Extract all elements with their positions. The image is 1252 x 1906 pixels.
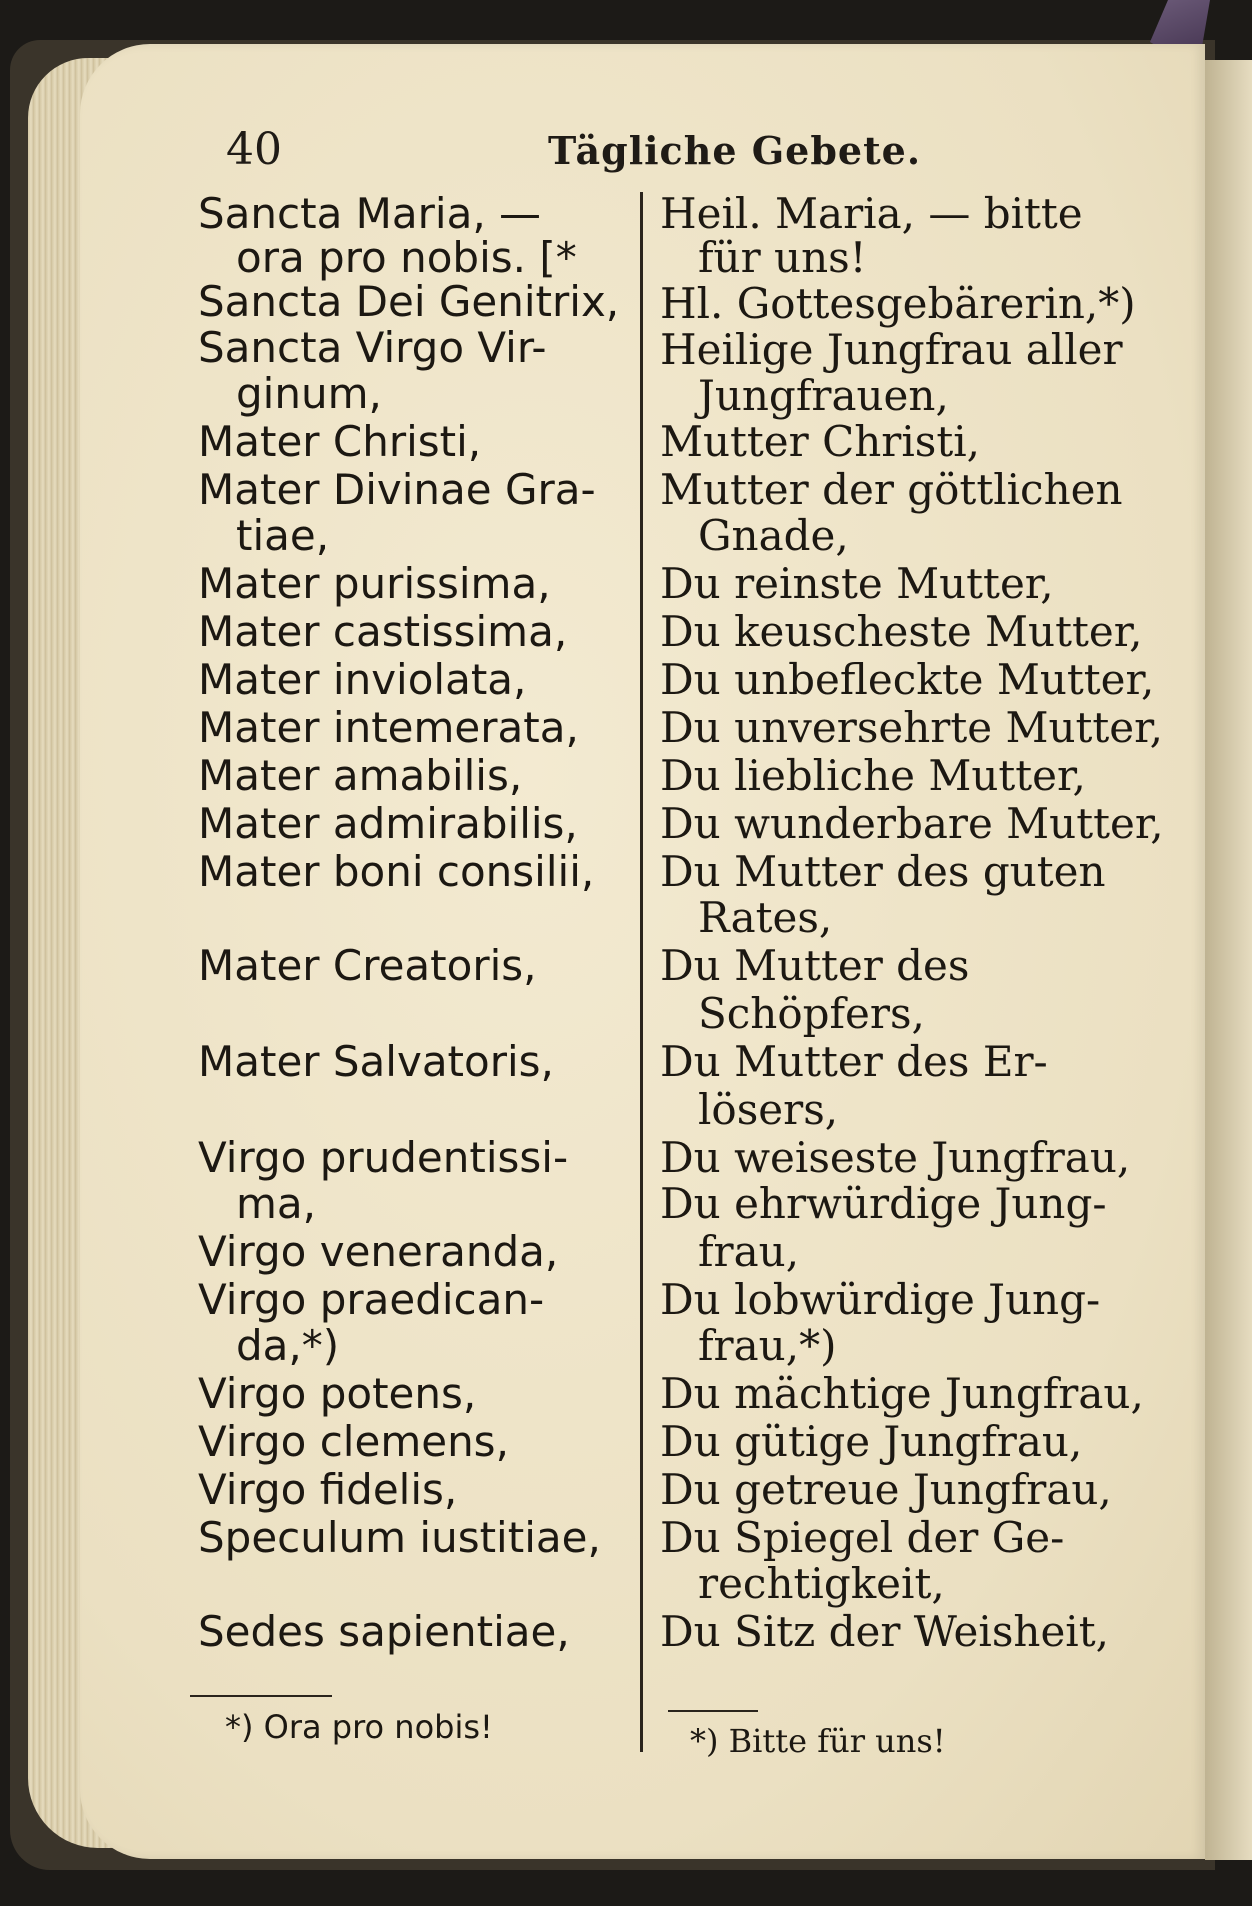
german-line: Du liebliche Mutter, (660, 751, 1086, 800)
german-line: Du Sitz der Weisheit, (660, 1607, 1109, 1656)
german-line: Heil. Maria, — bitte (660, 189, 1083, 238)
german-line: Du Spiegel der Ge- (660, 1513, 1065, 1562)
german-line: frau, (698, 1227, 800, 1276)
german-line: Hl. Gottesgebärerin,*) (660, 279, 1136, 328)
german-line: Du unbefleckte Mutter, (660, 655, 1155, 704)
latin-line: ora pro nobis. [* (236, 233, 577, 282)
latin-line: Mater Christi, (198, 417, 482, 466)
german-line: Jungfrauen, (698, 371, 949, 420)
page-number: 40 (226, 124, 282, 175)
latin-line: Mater amabilis, (198, 751, 523, 800)
latin-line: Mater boni consilii, (198, 847, 595, 896)
german-line: Du lobwürdige Jung- (660, 1275, 1101, 1324)
latin-line: Virgo veneranda, (198, 1227, 559, 1276)
latin-line: Virgo fidelis, (198, 1465, 458, 1514)
latin-line: Sancta Dei Genitrix, (198, 277, 620, 326)
footnote-latin: *) Ora pro nobis! (225, 1708, 493, 1746)
latin-line: Mater Divinae Gra- (198, 465, 596, 514)
german-line: Schöpfers, (698, 989, 925, 1038)
german-line: rechtigkeit, (698, 1559, 945, 1608)
german-line: Du weiseste Jungfrau, (660, 1133, 1131, 1182)
footnote-rule-right (668, 1710, 758, 1712)
latin-line: Virgo prudentissi- (198, 1133, 569, 1182)
latin-line: Sancta Maria, — (198, 189, 542, 238)
german-line: Du gütige Jungfrau, (660, 1417, 1083, 1466)
german-line: lösers, (698, 1085, 839, 1134)
footnote-rule-left (190, 1695, 332, 1697)
latin-line: Virgo potens, (198, 1369, 477, 1418)
german-line: frau,*) (698, 1321, 837, 1370)
german-line: Mutter Christi, (660, 417, 981, 466)
latin-line: Mater intemerata, (198, 703, 579, 752)
latin-line: Mater inviolata, (198, 655, 527, 704)
german-line: Du Mutter des (660, 941, 970, 990)
german-line: Du unversehrte Mutter, (660, 703, 1163, 752)
latin-line: Virgo praedican- (198, 1275, 545, 1324)
german-line: Heilige Jungfrau aller (660, 325, 1123, 374)
latin-line: Mater purissima, (198, 559, 551, 608)
latin-line: tiae, (236, 511, 330, 560)
latin-line: Mater Creatoris, (198, 941, 537, 990)
latin-line: da,*) (236, 1321, 340, 1370)
footnote-german: *) Bitte für uns! (690, 1722, 946, 1760)
german-line: Du Mutter des Er- (660, 1037, 1048, 1086)
latin-line: ginum, (236, 369, 382, 418)
latin-line: Mater Salvatoris, (198, 1037, 554, 1086)
latin-line: Sancta Virgo Vir- (198, 323, 547, 372)
latin-line: Mater castissima, (198, 607, 568, 656)
german-line: Du getreue Jungfrau, (660, 1465, 1112, 1514)
page-header (0, 120, 1252, 180)
running-title: Tägliche Gebete. (548, 128, 922, 173)
latin-line: Virgo clemens, (198, 1417, 509, 1466)
column-divider (640, 192, 643, 1752)
german-line: Mutter der göttlichen (660, 465, 1123, 514)
facing-page-edge (1205, 60, 1252, 1860)
german-line: Du reinste Mutter, (660, 559, 1054, 608)
latin-line: Sedes sapientiae, (198, 1607, 570, 1656)
german-line: Du ehrwürdige Jung- (660, 1179, 1107, 1228)
german-line: Du wunderbare Mutter, (660, 799, 1164, 848)
german-line: Rates, (698, 893, 833, 942)
latin-line: Mater admirabilis, (198, 799, 578, 848)
german-line: Du keuscheste Mutter, (660, 607, 1143, 656)
latin-line: ma, (236, 1179, 317, 1228)
german-line: Du mächtige Jungfrau, (660, 1369, 1144, 1418)
latin-line: Speculum iustitiae, (198, 1513, 601, 1562)
german-line: Gnade, (698, 511, 849, 560)
german-line: für uns! (698, 233, 867, 282)
german-line: Du Mutter des guten (660, 847, 1106, 896)
